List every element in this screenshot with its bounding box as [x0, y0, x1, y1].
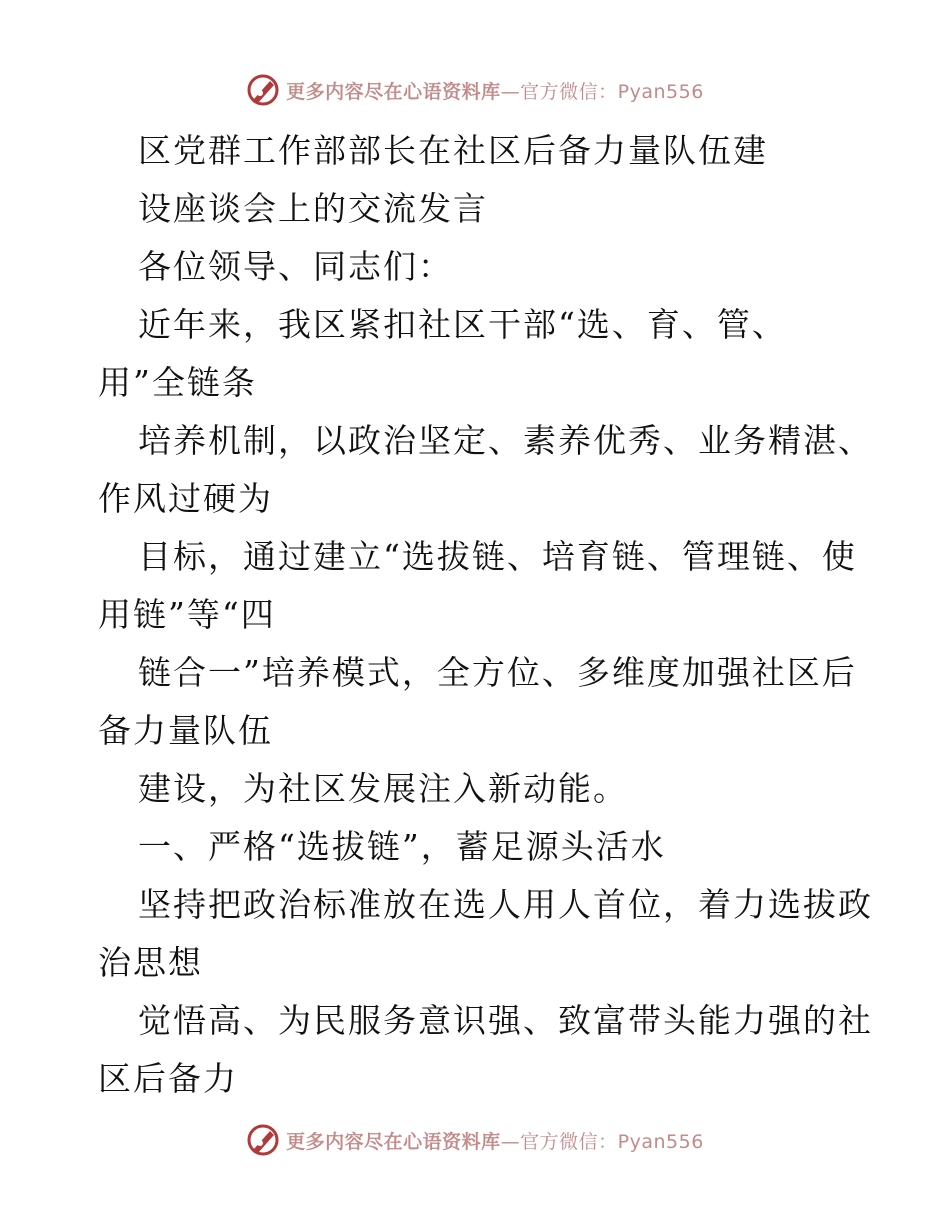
brand-logo-icon [246, 73, 280, 107]
header-watermark [0, 70, 950, 110]
document-body [98, 122, 873, 1108]
text-line: 作风过硬为 [98, 479, 273, 518]
text-line: 坚持把政治标准放在选人用人首位，着力选拔政 [138, 885, 873, 924]
text-line: 用”全链条 [98, 363, 257, 402]
footer-watermark [0, 1120, 950, 1160]
brand-logo-icon [246, 1123, 280, 1157]
text-line: 培养机制，以政治坚定、素养优秀、业务精湛、 [138, 421, 873, 460]
text-line: 区后备力 [98, 1059, 238, 1098]
watermark-text: 更多内容尽在心语资料库—官方微信：Pyan556 [286, 1130, 704, 1153]
text-line: 用链”等“四 [98, 595, 276, 634]
text-line: 设座谈会上的交流发言 [138, 189, 488, 228]
text-line: 觉悟高、为民服务意识强、致富带头能力强的社 [138, 1001, 873, 1040]
text-line: 建设，为社区发展注入新动能。 [138, 769, 628, 808]
text-line: 区党群工作部部长在社区后备力量队伍建 [138, 131, 768, 170]
text-line: 备力量队伍 [98, 711, 273, 750]
text-line: 目标，通过建立“选拔链、培育链、管理链、使 [138, 537, 857, 576]
watermark-text: 更多内容尽在心语资料库—官方微信：Pyan556 [286, 80, 704, 103]
text-line: 治思想 [98, 943, 203, 982]
text-line: 各位领导、同志们： [138, 247, 453, 286]
text-line: 链合一”培养模式，全方位、多维度加强社区后 [138, 653, 857, 692]
text-line: 一、严格“选拔链”，蓄足源头活水 [138, 827, 666, 866]
text-line: 近年来，我区紧扣社区干部“选、育、管、 [138, 305, 787, 344]
